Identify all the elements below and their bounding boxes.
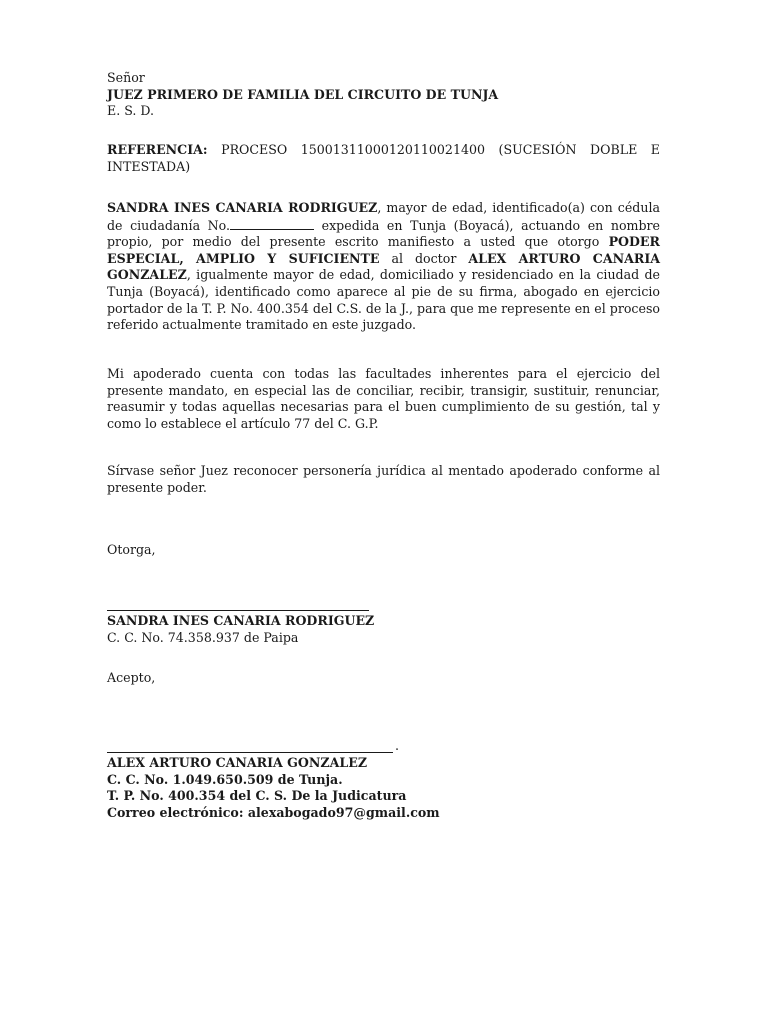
grantor-signature-name: SANDRA INES CANARIA RODRIGUEZ [107, 613, 375, 628]
grantor-name: SANDRA INES CANARIA RODRIGUEZ [107, 200, 378, 215]
grant-label: Otorga, [107, 542, 156, 557]
grantor-signature-line [107, 610, 369, 611]
addressee-block [107, 70, 660, 120]
attorney-tp: T. P. No. 400.354 del C. S. De la Judicatura [107, 788, 407, 804]
reference [107, 142, 660, 175]
addressee: JUEZ PRIMERO DE FAMILIA DEL CIRCUITO DE TUNJA [107, 86, 499, 102]
attorney-name: ALEX ARTURO CANARIA GONZALEZ [107, 250, 661, 283]
paragraph-text: , igualmente mayor de edad, domiciliado y residenciado en la ciudad de Tunja (Boyacá), identificado como aparece al pie de su firma, abogado en ejercicio portador de la T. P. No. 400.354 del C.S. de la J., para que me represente en el proceso referido actualmente tramitado en este juzgado. [107, 267, 660, 333]
attorney-id: C. C. No. 1.049.650.509 de Tunja. [107, 771, 343, 787]
paragraph-text: al doctor [379, 250, 469, 266]
paragraph-power [107, 200, 660, 334]
id-blank-line [230, 217, 314, 230]
signature-line-period: . [395, 738, 400, 753]
separator: , [179, 250, 197, 266]
paragraph-request: Sírvase señor Juez reconocer personería jurídica al mentado apoderado conforme al presente poder. [107, 463, 660, 495]
accept-label: Acepto, [107, 670, 156, 685]
paragraph-faculties: Mi apoderado cuenta con todas las facultades inherentes para el ejercicio del presente mandato, en especial las de conciliar, recibir, transigir, sustituir, renunciar, reasumir y todas aquellas necesarias para el buen cumplimiento de su gestión, tal y como lo establece el artículo 77 del C. G.P. [107, 366, 660, 431]
power-type: PODER ESPECIAL [107, 234, 660, 266]
salutation: Señor [107, 70, 145, 85]
paragraph-text: , mayor de edad, identificado(a) con cédula de ciudadanía No. [107, 200, 660, 233]
attorney-signature-line [107, 752, 393, 753]
grantor-id: C. C. No. 74.358.937 de Paipa [107, 629, 299, 645]
attorney-email: Correo electrónico: alexabogado97@gmail.com [107, 804, 440, 820]
power-type-2: AMPLIO Y SUFICIENTE [196, 250, 380, 266]
reference-label: REFERENCIA: [107, 142, 208, 157]
reference-text: PROCESO 15001311000120110021400 (SUCESIÓN DOBLE E INTESTADA) [107, 142, 660, 174]
grantor-signature-block [107, 613, 660, 646]
paragraph-text: expedida en Tunja (Boyacá), actuando en nombre propio, por medio del presente escrito manifiesto a usted que otorgo [107, 217, 661, 250]
attorney-signature-name: ALEX ARTURO CANARIA GONZALEZ [107, 755, 368, 770]
esd: E. S. D. [107, 103, 155, 119]
attorney-signature-block [107, 755, 660, 821]
